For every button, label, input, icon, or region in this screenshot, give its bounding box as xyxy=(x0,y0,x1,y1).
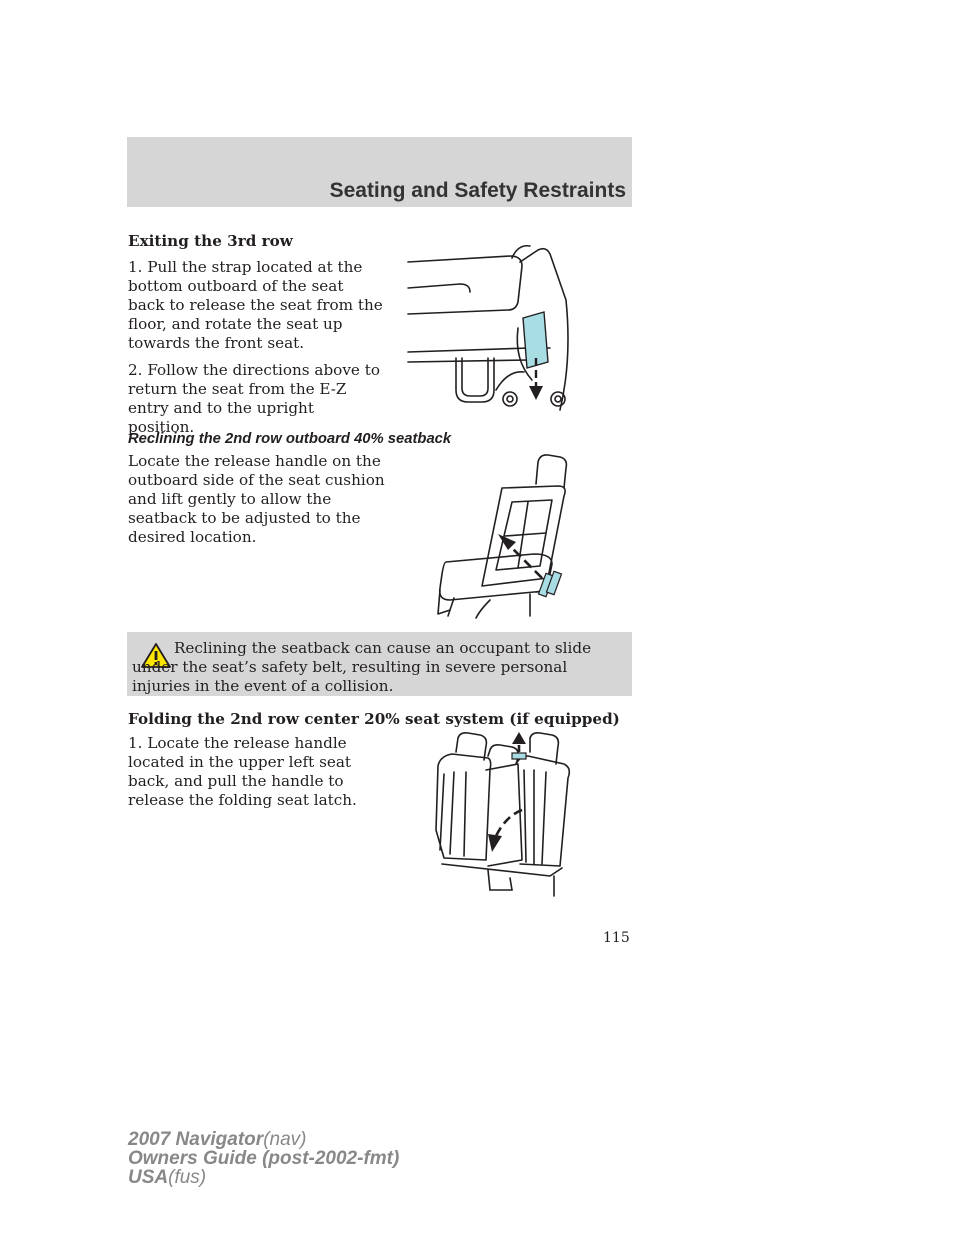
warning-box xyxy=(127,632,632,696)
section3-text: 1. Locate the release handle located in the upper left seat back, and pull the handle to release the folding seat latch. xyxy=(128,734,357,809)
heading-folding-2nd-row-center: Folding the 2nd row center 20% seat system (if equipped) xyxy=(128,710,620,728)
section2-text: Locate the release handle on the outboard side of the seat cushion and lift gently to allow the seatback to be adjusted to the desired location. xyxy=(128,452,385,546)
footer xyxy=(128,1130,399,1187)
step-2: 2. Follow the directions above to return the seat from the E-Z entry and to the upright position. xyxy=(128,361,380,436)
header-band xyxy=(127,137,632,207)
step-1: 1. Pull the strap located at the bottom outboard of the seat back to release the seat from the floor, and rotate the seat up towards the front seat. xyxy=(128,258,383,352)
section-title: Seating and Safety Restraints xyxy=(329,179,626,202)
reclining-seat-illustration xyxy=(430,450,580,620)
page-number: 115 xyxy=(603,930,630,946)
heading-exiting-3rd-row: Exiting the 3rd row xyxy=(128,232,293,250)
warning-text: Reclining the seatback can cause an occupant to slide under the seat’s safety belt, resulting in severe personal injuries in the event of a collision. xyxy=(132,639,592,695)
footer-line-3: USA(fus) xyxy=(128,1167,207,1188)
footer-line-1: 2007 Navigator(nav) xyxy=(128,1129,307,1150)
folding-center-seat-illustration xyxy=(430,730,580,902)
heading-reclining-2nd-row: Reclining the 2nd row outboard 40% seatback xyxy=(128,431,452,447)
seat-strap-illustration xyxy=(400,240,575,412)
footer-line-2: Owners Guide (post-2002-fmt) xyxy=(128,1148,400,1169)
section1-text xyxy=(128,258,383,445)
